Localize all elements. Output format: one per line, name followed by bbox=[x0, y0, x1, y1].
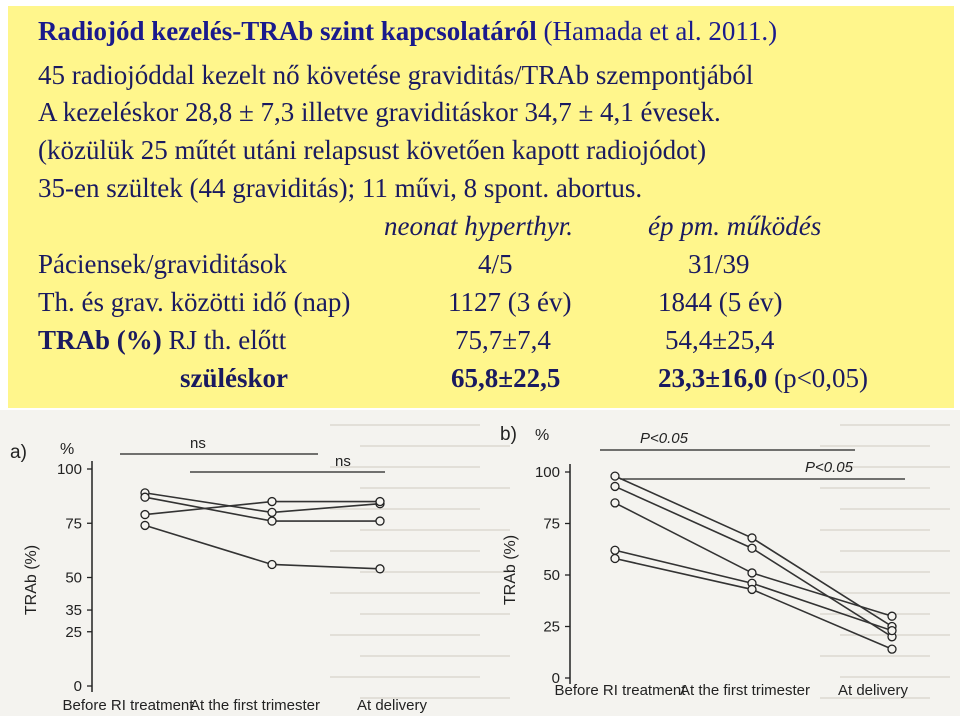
data-point bbox=[141, 511, 149, 519]
y-axis-label: TRAb (%) bbox=[23, 544, 40, 616]
x-category-label: At the first trimester bbox=[679, 682, 811, 699]
panel-label: a) bbox=[10, 442, 27, 463]
annotation: ns bbox=[335, 453, 351, 470]
data-point bbox=[611, 546, 619, 554]
annotation: P<0.05 bbox=[805, 459, 853, 476]
figure-a-panel bbox=[10, 435, 428, 714]
x-category-label: Before RI treatment bbox=[62, 697, 194, 714]
row-trab-v1: 75,7±7,4 bbox=[455, 325, 551, 355]
y-tick-label: 100 bbox=[56, 461, 82, 478]
data-point bbox=[141, 493, 149, 501]
y-unit-label: % bbox=[60, 441, 75, 458]
y-unit-label: % bbox=[535, 427, 550, 444]
table-header-normal: ép pm. működés bbox=[648, 211, 822, 241]
panel-label: b) bbox=[500, 424, 517, 445]
data-point bbox=[888, 645, 896, 653]
title-reference: (Hamada et al. 2011.) bbox=[543, 16, 778, 46]
data-point bbox=[268, 508, 276, 516]
series-line bbox=[615, 486, 892, 636]
slide-title bbox=[38, 16, 777, 47]
data-point bbox=[376, 565, 384, 573]
data-point bbox=[376, 517, 384, 525]
summary-line-2: A kezeléskor 28,8 ± 7,3 illetve graviditáskor 34,7 ± 4,1 évesek. bbox=[38, 97, 721, 127]
row-label-trab bbox=[38, 325, 286, 356]
data-point bbox=[268, 498, 276, 506]
data-point bbox=[268, 517, 276, 525]
row-interval-v1: 1127 (3 év) bbox=[448, 287, 572, 317]
row-interval-v2: 1844 (5 év) bbox=[658, 287, 783, 317]
row-label-trab-rest: RJ th. előtt bbox=[161, 325, 287, 355]
x-category-label: At delivery bbox=[356, 697, 428, 714]
row-patients-v2: 31/39 bbox=[688, 249, 750, 279]
row-trab-v2: 54,4±25,4 bbox=[665, 325, 775, 355]
data-point bbox=[611, 482, 619, 490]
row-label-delivery: szüléskor bbox=[180, 363, 288, 393]
y-tick-label: 75 bbox=[65, 515, 82, 533]
y-axis-label: TRAb (%) bbox=[502, 534, 519, 606]
annotation: ns bbox=[190, 435, 206, 452]
data-point bbox=[748, 544, 756, 552]
row-label-trab-bold: TRAb (%) bbox=[38, 325, 162, 355]
title-main: Radiojód kezelés-TRAb szint kapcsolatáról bbox=[38, 16, 537, 46]
annotation: P<0.05 bbox=[640, 430, 688, 447]
x-category-label: At the first trimester bbox=[189, 697, 321, 714]
y-tick-label: 0 bbox=[73, 678, 82, 695]
data-point bbox=[748, 585, 756, 593]
figure-b-panel bbox=[500, 424, 909, 699]
row-delivery-pvalue: (p<0,05) bbox=[774, 363, 869, 393]
x-category-label: At delivery bbox=[837, 682, 909, 699]
x-category-label: Before RI treatment bbox=[554, 682, 686, 699]
series-line bbox=[145, 525, 380, 568]
y-tick-label: 35 bbox=[65, 602, 82, 620]
row-label-patients: Páciensek/graviditások bbox=[38, 249, 287, 279]
data-point bbox=[611, 555, 619, 563]
y-tick-label: 75 bbox=[543, 515, 560, 533]
row-delivery-v2: 23,3±16,0 bbox=[658, 363, 768, 393]
summary-text-box bbox=[8, 6, 954, 408]
row-patients-v1: 4/5 bbox=[478, 249, 513, 279]
y-tick-label: 50 bbox=[543, 567, 560, 584]
table-header-neonatal: neonat hyperthyr. bbox=[384, 211, 573, 241]
data-point bbox=[611, 472, 619, 480]
data-point bbox=[748, 534, 756, 542]
y-tick-label: 100 bbox=[534, 464, 560, 481]
figure-scan bbox=[0, 410, 960, 716]
summary-line-4: 35-en szültek (44 graviditás); 11 művi, 8 spont. abortus. bbox=[38, 173, 643, 203]
data-point bbox=[888, 627, 896, 635]
figure-panels bbox=[0, 410, 960, 716]
row-delivery-v1: 65,8±22,5 bbox=[451, 363, 561, 393]
row-label-interval: Th. és grav. közötti idő (nap) bbox=[38, 287, 351, 317]
y-tick-label: 25 bbox=[65, 623, 82, 641]
data-point bbox=[376, 498, 384, 506]
y-tick-label: 25 bbox=[543, 618, 560, 636]
data-point bbox=[611, 499, 619, 507]
summary-line-3: (közülük 25 műtét utáni relapsust követően kapott radiojódot) bbox=[38, 135, 707, 165]
data-point bbox=[748, 569, 756, 577]
row-delivery-v2-group bbox=[658, 363, 868, 394]
summary-line-1: 45 radiojóddal kezelt nő követése graviditás/TRAb szempontjából bbox=[38, 60, 754, 90]
data-point bbox=[141, 521, 149, 529]
y-tick-label: 0 bbox=[551, 670, 560, 687]
data-point bbox=[268, 560, 276, 568]
data-point bbox=[888, 612, 896, 620]
y-tick-label: 50 bbox=[65, 569, 82, 587]
